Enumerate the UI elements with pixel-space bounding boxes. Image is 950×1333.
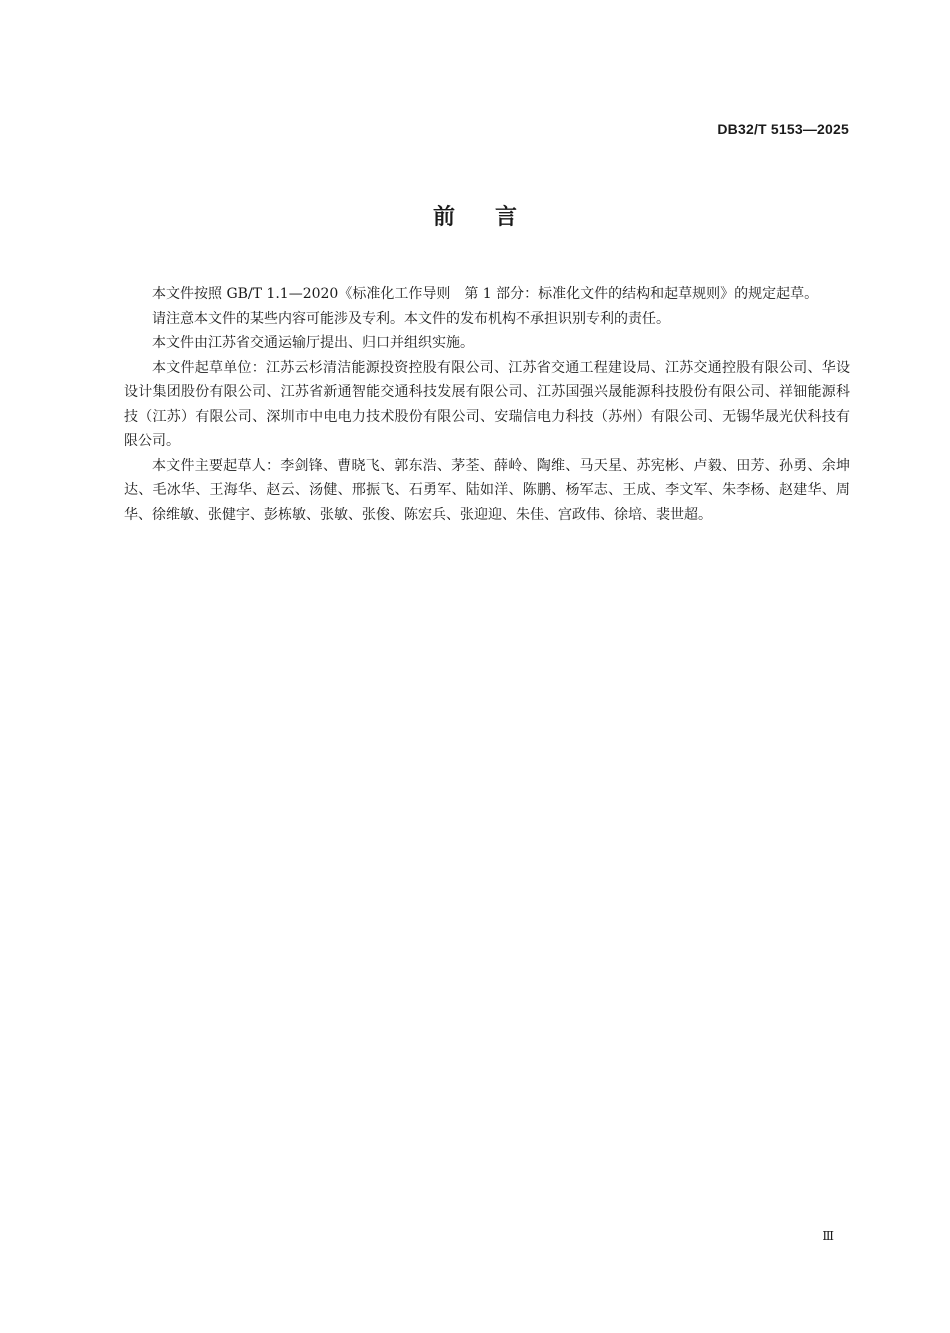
paragraph-drafting-rules: 本文件按照 GB/T 1.1—2020《标准化工作导则 第 1 部分：标准化文件的结构和起草规则》的规定起草。 (152, 286, 819, 302)
page-title: 前言 (432, 205, 557, 230)
paragraph-drafters: 本文件主要起草人：李剑锋、曹晓飞、郭东浩、茅荃、薛岭、陶维、马天星、苏宪彬、卢毅、田芳、孙勇、余坤达、毛冰华、王海华、赵云、汤健、邢振飞、石勇军、陆如洋、陈鹏、杨军志、王成、李文军、朱李杨、赵建华、周华、徐维敏、张健宇、彭栋敏、张敏、张俊、陈宏兵、张迎迎、朱佳、宫政伟、徐培、裴世超。 (124, 457, 850, 523)
foreword-body (124, 282, 850, 527)
page-number: Ⅲ (822, 1229, 834, 1243)
paragraph-drafting-units: 本文件起草单位：江苏云杉清洁能源投资控股有限公司、江苏省交通工程建设局、江苏交通控股有限公司、华设设计集团股份有限公司、江苏省新通智能交通科技发展有限公司、江苏国强兴晟能源科技股份有限公司、祥钿能源科技（江苏）有限公司、深圳市中电电力技术股份有限公司、安瑞信电力科技（苏州）有限公司、无锡华晟光伏科技有限公司。 (124, 359, 850, 449)
paragraph-patent-notice: 请注意本文件的某些内容可能涉及专利。本文件的发布机构不承担识别专利的责任。 (152, 310, 670, 327)
paragraph-proposer: 本文件由江苏省交通运输厅提出、归口并组织实施。 (152, 335, 474, 351)
document-code: DB32/T 5153—2025 (717, 121, 849, 137)
